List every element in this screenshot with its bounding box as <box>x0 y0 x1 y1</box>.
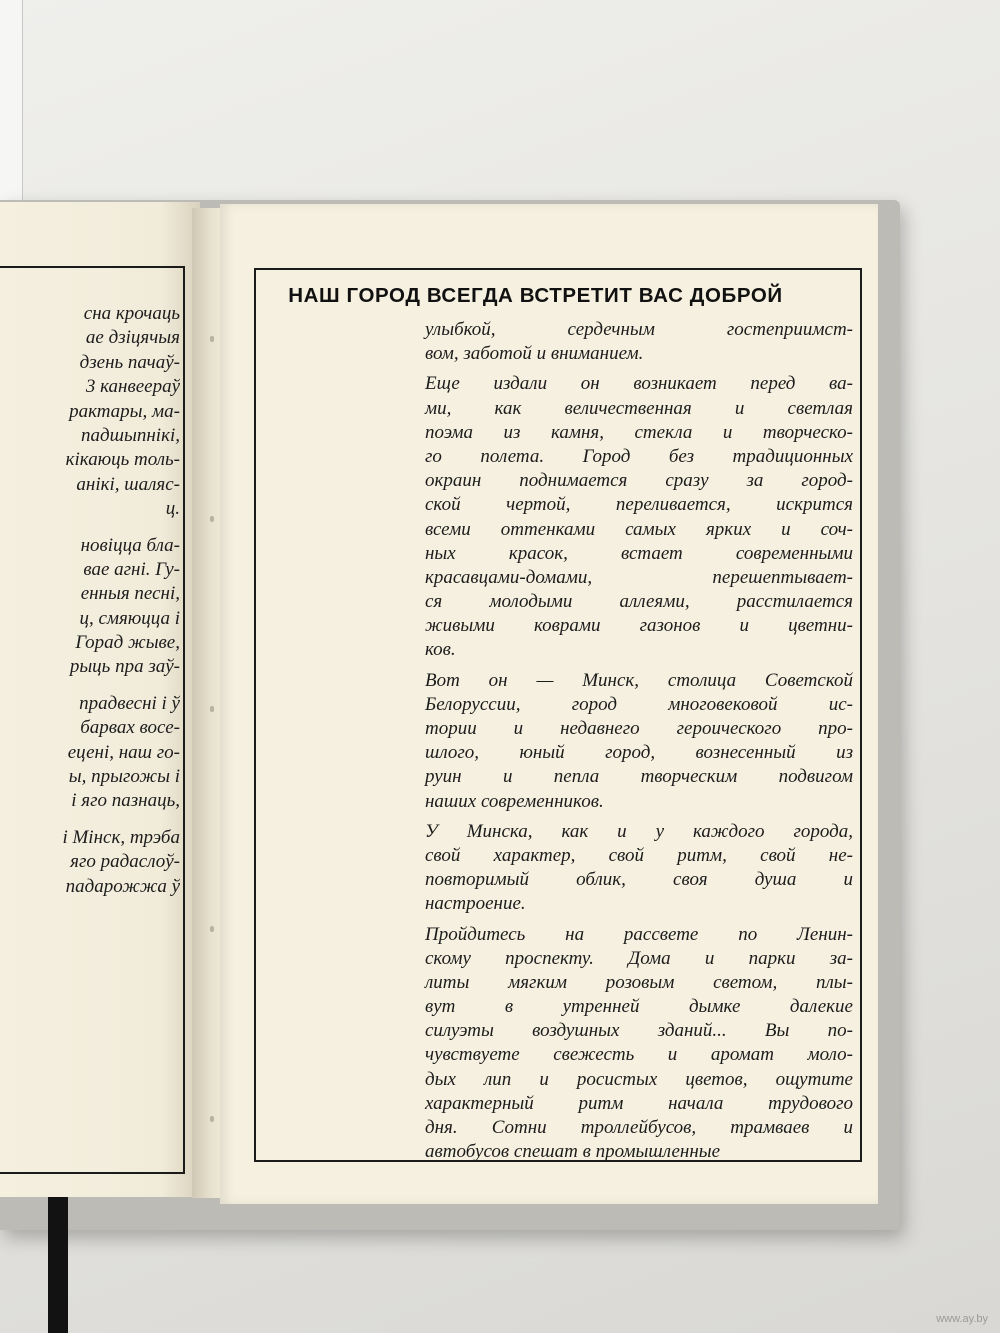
left-line: сна крочаць <box>83 303 180 324</box>
left-line: ы, прыгожы і <box>68 766 180 788</box>
left-line: дзень пачаў- <box>79 351 180 373</box>
binding-stitch <box>210 516 214 522</box>
left-line: ецені, наш го- <box>67 741 180 763</box>
left-line: рыць пра заў- <box>69 656 180 678</box>
page-heading: НАШ ГОРОД ВСЕГДА ВСТРЕТИТ ВАС ДОБРОЙ <box>288 284 783 307</box>
text-line: Белоруссии, город многовековой ис- <box>425 693 853 715</box>
text-line: настроение. <box>425 893 526 915</box>
text-line: вом, заботой и вниманием. <box>425 343 644 365</box>
binding-stitch <box>210 706 214 712</box>
left-line: енныя песні, <box>80 583 180 605</box>
text-line: руин и пепла творческим подвигом <box>425 766 853 788</box>
paper-sheet-corner <box>0 0 23 200</box>
text-line: дых лип и росистых цветов, ощутите <box>425 1068 853 1090</box>
left-line: 3 канвеераў <box>85 376 180 398</box>
text-line: живыми коврами газонов и цветни- <box>425 615 853 637</box>
left-line: кікаюць толь- <box>65 449 180 471</box>
text-line: го полета. Город без традиционных <box>425 445 853 467</box>
left-line: яго радаслоў- <box>70 851 180 873</box>
text-line: силуэты воздушных зданий... Вы по- <box>425 1020 853 1042</box>
text-line: поэма из камня, стекла и творческо- <box>425 421 853 443</box>
text-line: окраин поднимается сразу за город- <box>425 470 853 492</box>
text-line: ской чертой, переливается, искрится <box>425 494 853 516</box>
text-line: автобусов спешат в промышленные <box>425 1141 721 1163</box>
text-line: ми, как величественная и светлая <box>425 397 853 419</box>
text-line: красавцами-домами, перешептывает- <box>425 566 853 588</box>
left-line: Горад жыве, <box>75 632 180 654</box>
text-line: дня. Сотни троллейбусов, трамваев и <box>425 1117 853 1138</box>
text-line: Пройдитесь на рассвете по Ленин- <box>425 923 853 945</box>
text-line: Еще издали он возникает перед ва- <box>425 373 853 395</box>
left-line: рактары, ма- <box>69 400 180 422</box>
left-line: і яго пазнаць, <box>71 790 180 812</box>
text-line: ся молодыми аллеями, расстилается <box>425 591 853 613</box>
text-line: улыбкой, сердечным гостеприимст- <box>425 319 853 340</box>
left-line: ц. <box>165 498 180 520</box>
left-line: падарожжа ў <box>65 875 180 897</box>
right-page-text <box>425 318 853 1164</box>
text-line: шлого, юный город, вознесенный из <box>425 742 853 764</box>
left-line: і Мінск, трэба <box>62 826 180 848</box>
text-line: скому проспекту. Дома и парки за- <box>425 947 853 969</box>
left-line: вае агні. Гу- <box>83 558 180 580</box>
left-line: ае дзіцячыя <box>85 327 180 349</box>
text-line: характерный ритм начала трудового <box>425 1092 853 1114</box>
text-line: У Минска, как и у каждого города, <box>425 820 853 842</box>
binding-stitch <box>210 1116 214 1122</box>
text-line: повторимый облик, своя душа и <box>425 869 853 891</box>
text-line: Вот он — Минск, столица Советской <box>425 669 853 691</box>
text-line: ков. <box>425 639 456 661</box>
text-line: ных красок, встает современными <box>425 542 853 564</box>
text-line: тории и недавнего героического про- <box>425 718 853 739</box>
left-line: новіцца бла- <box>80 534 180 556</box>
left-page <box>0 202 200 1197</box>
bookmark-ribbon <box>48 1197 68 1333</box>
text-line: литы мягким розовым светом, плы- <box>425 971 853 993</box>
binding-stitch <box>210 336 214 342</box>
text-line: вут в утренней дымке далекие <box>425 996 853 1018</box>
binding-stitch <box>210 926 214 932</box>
left-line: падшыпнікі, <box>81 424 180 446</box>
text-line: чувствуете свежесть и аромат моло- <box>425 1044 853 1066</box>
left-line: ц, смяюцца і <box>79 607 180 629</box>
text-line: свой характер, свой ритм, свой не- <box>425 844 853 866</box>
left-line: анікі, шаляс- <box>76 473 180 495</box>
watermark: www.ay.by <box>936 1313 988 1325</box>
left-page-text <box>0 302 180 899</box>
left-line: прадвесні і ў <box>79 692 180 714</box>
text-line: всеми оттенками самых ярких и соч- <box>425 518 853 540</box>
left-line: барвах восе- <box>80 717 180 739</box>
open-book <box>0 186 900 1226</box>
text-line: наших современников. <box>425 790 604 812</box>
right-page <box>220 204 878 1204</box>
